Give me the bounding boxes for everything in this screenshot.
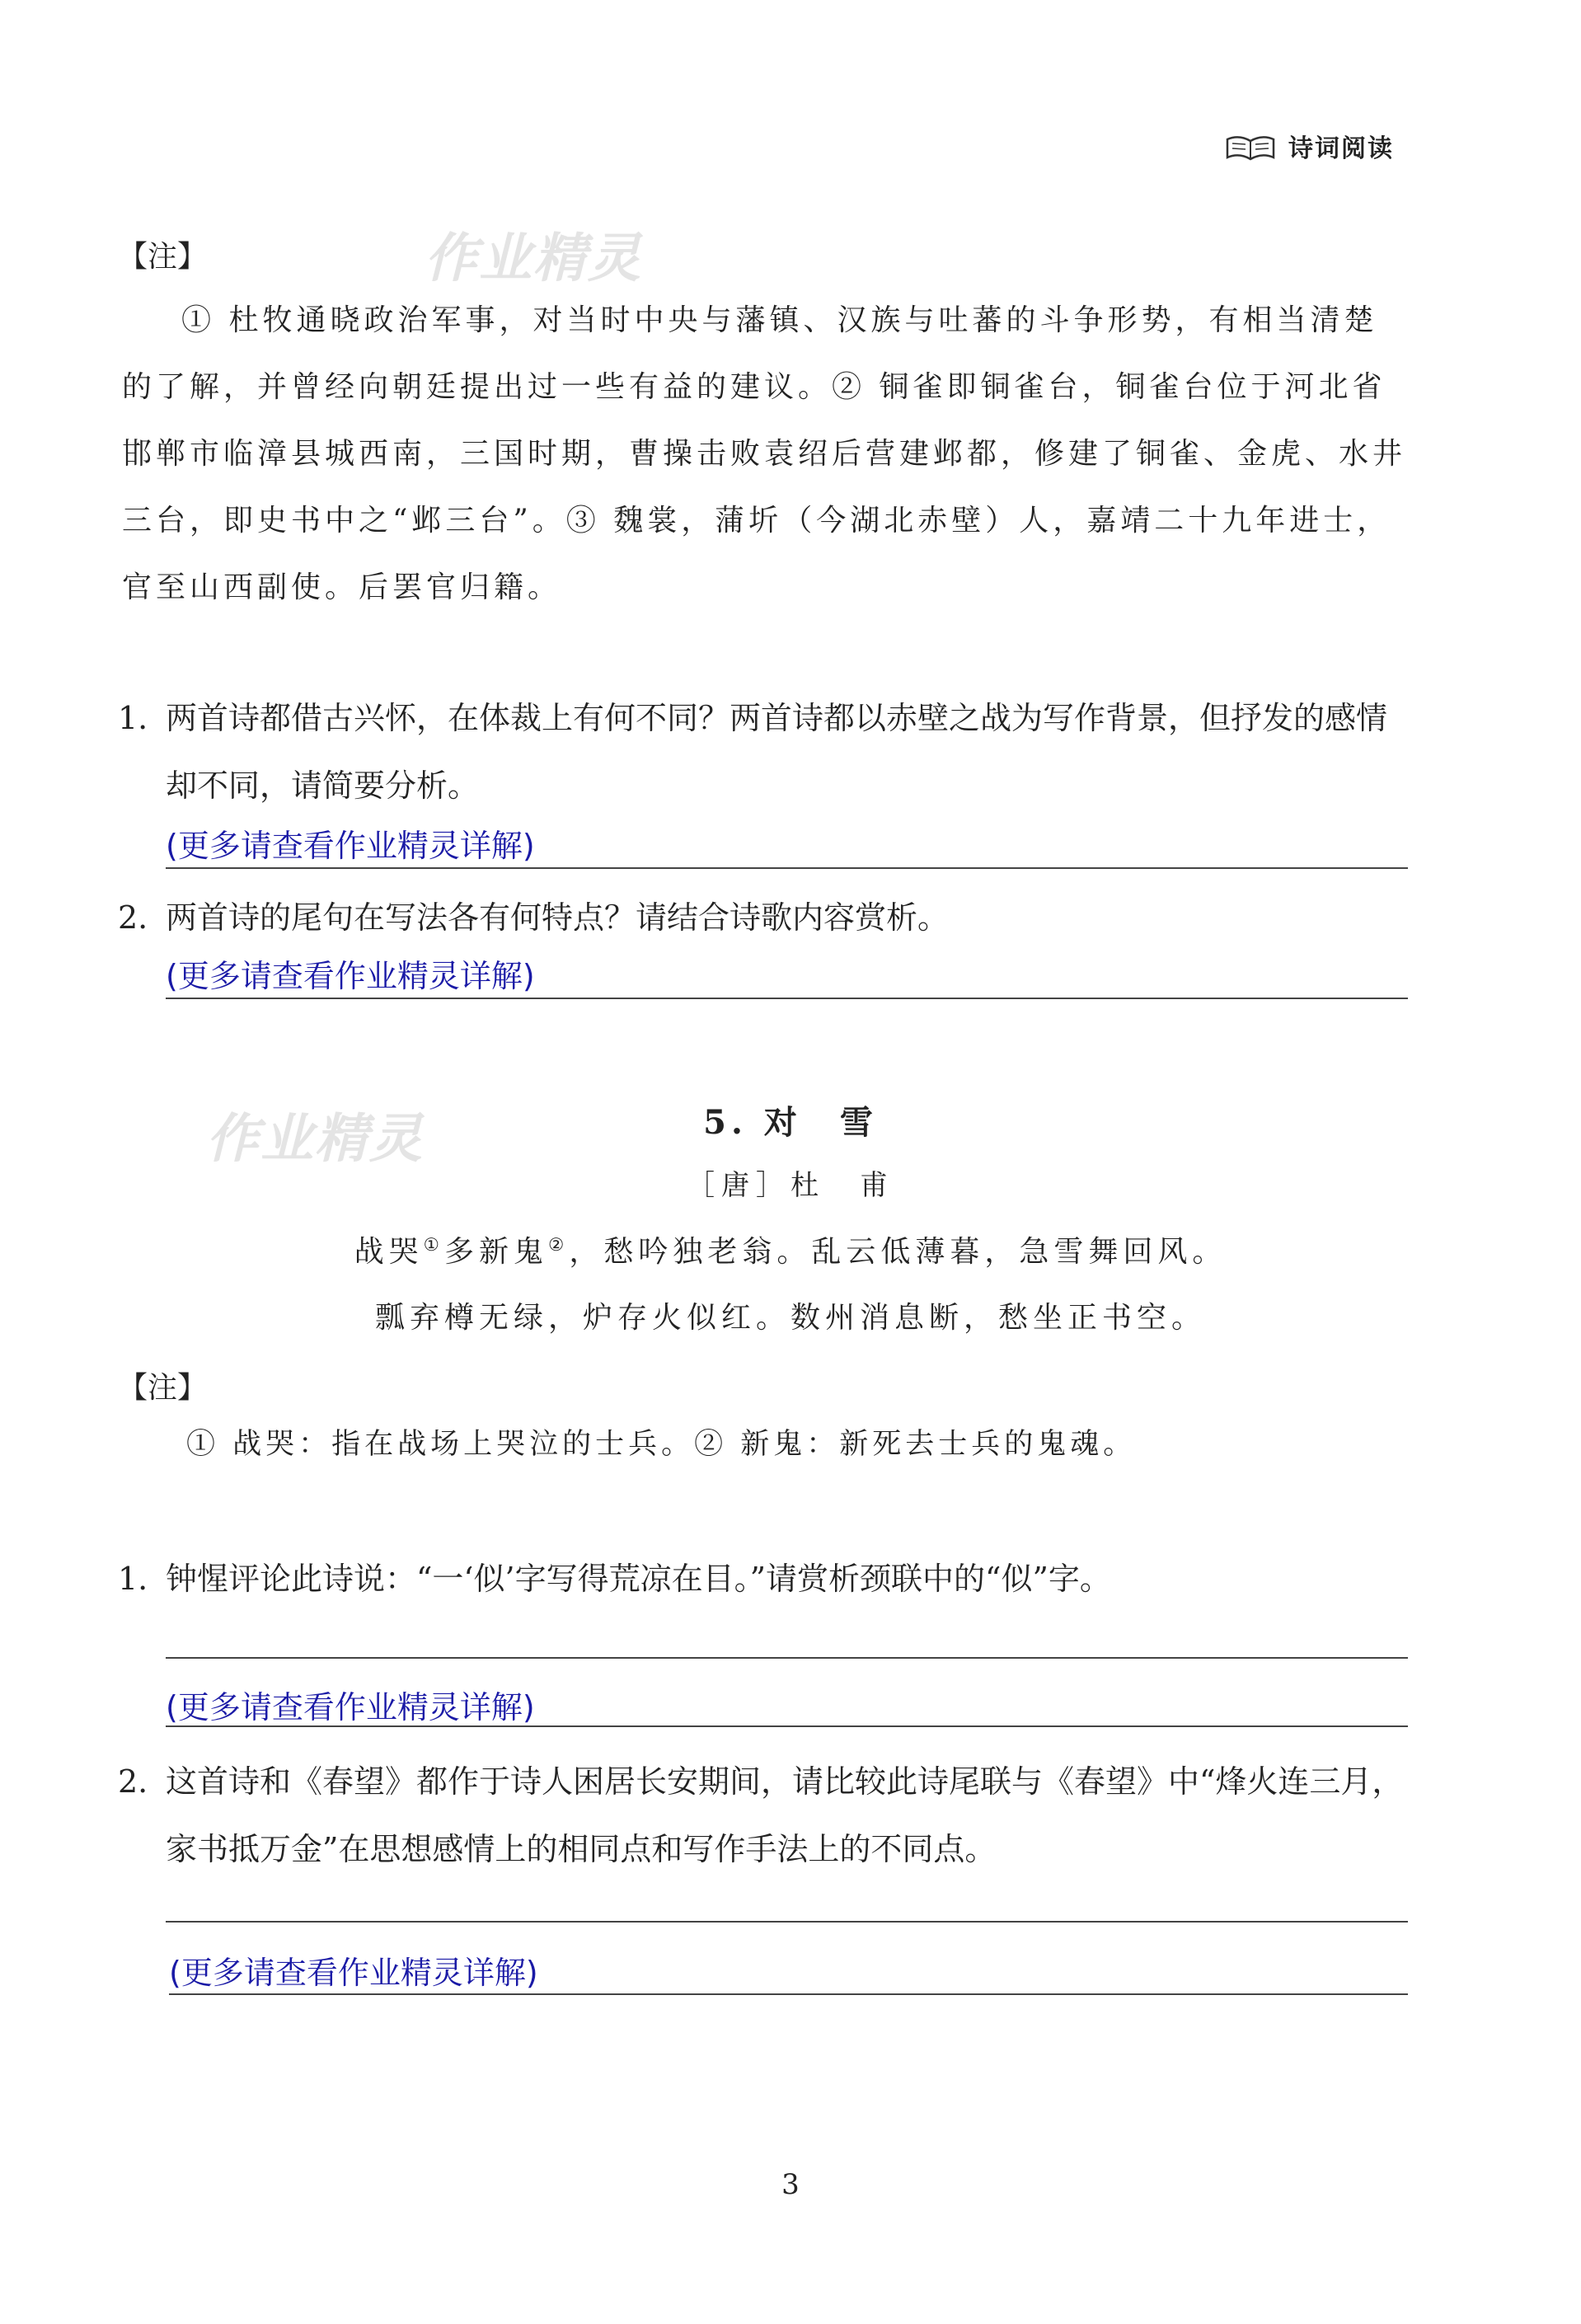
poem-line-2: 瓢弃樽无绿，炉存火似红。数州消息断，愁坐正书空。 bbox=[374, 1301, 1206, 1335]
footnote-mark: ② bbox=[548, 1235, 570, 1256]
note-tag: 【注】 bbox=[118, 240, 208, 274]
detail-link[interactable]: (更多请查看作业精灵详解) bbox=[166, 828, 535, 864]
poem-author: ［唐］杜 甫 bbox=[687, 1169, 894, 1202]
note-tag: 【注】 bbox=[118, 1371, 208, 1405]
section-header bbox=[1224, 128, 1414, 169]
answer-line bbox=[169, 1993, 1408, 1995]
watermark: 作业精灵 bbox=[425, 228, 642, 289]
note-text: ① 杜牧通晓政治军事，对当时中央与藩镇、汉族与吐蕃的斗争形势，有相当清楚的了解，并曾经向朝廷提出过一些有益的建议。② 铜雀即铜雀台，铜雀台位于河北省邯郸市临漳县城西南，三国时期，曹操击败袁绍后营建邺都，修建了铜雀、金虎、水井三台，即史书中之“邺三台”。③ 魏裳，蒲圻（今湖北赤壁）人，嘉靖二十九年进士，官至山西副使。后罢官归籍。 bbox=[122, 303, 1407, 604]
note-body bbox=[122, 287, 1408, 621]
question-text: 这首诗和《春望》都作于诗人困居长安期间，请比较此诗尾联与《春望》中“烽火连三月，家书抵万金”在思想感情上的相同点和写作手法上的不同点。 bbox=[166, 1763, 1404, 1867]
book-icon bbox=[1224, 133, 1277, 161]
question-text: 两首诗的尾句在写法各有何特点？请结合诗歌内容赏析。 bbox=[166, 899, 950, 936]
question-2 bbox=[118, 884, 1408, 951]
question-text: 两首诗都借古兴怀，在体裁上有何不同？两首诗都以赤壁之战为写作背景，但抒发的感情却不同，请简要分析。 bbox=[166, 700, 1388, 804]
question-1 bbox=[118, 684, 1408, 824]
detail-link[interactable]: (更多请查看作业精灵详解) bbox=[169, 1955, 538, 1991]
page-number: 3 bbox=[781, 2168, 800, 2201]
section-title: 诗词阅读 bbox=[1288, 134, 1394, 163]
poem-line-1 bbox=[0, 1228, 1581, 1270]
question-2 bbox=[118, 1748, 1408, 1888]
answer-line bbox=[166, 867, 1408, 869]
detail-link[interactable]: (更多请查看作业精灵详解) bbox=[166, 1689, 535, 1725]
poem-title: 5. 对 雪 bbox=[703, 1103, 878, 1142]
question-number: 1. bbox=[118, 1561, 148, 1597]
question-text: 钟惺评论此诗说：“一‘似’字写得荒凉在目。”请赏析颈联中的“似”字。 bbox=[166, 1561, 1111, 1597]
note-text: ① 战哭：指在战场上哭泣的士兵。② 新鬼：新死去士兵的鬼魂。 bbox=[186, 1428, 1137, 1461]
answer-line bbox=[166, 1657, 1408, 1659]
detail-link[interactable]: (更多请查看作业精灵详解) bbox=[166, 958, 535, 994]
note-body bbox=[122, 1420, 1408, 1469]
question-1 bbox=[118, 1545, 1408, 1613]
answer-line bbox=[166, 998, 1408, 999]
question-number: 2. bbox=[118, 1763, 148, 1800]
watermark: 作业精灵 bbox=[206, 1109, 424, 1170]
answer-line bbox=[166, 1921, 1408, 1923]
footnote-mark: ① bbox=[423, 1235, 444, 1256]
poem-text: 战哭 bbox=[354, 1235, 424, 1269]
answer-line bbox=[166, 1725, 1408, 1727]
question-number: 2. bbox=[118, 899, 148, 936]
poem-text: ，愁吟独老翁。乱云低薄暮，急雪舞回风。 bbox=[569, 1235, 1227, 1269]
question-number: 1. bbox=[118, 700, 148, 736]
poem-text: 多新鬼 bbox=[443, 1235, 548, 1269]
